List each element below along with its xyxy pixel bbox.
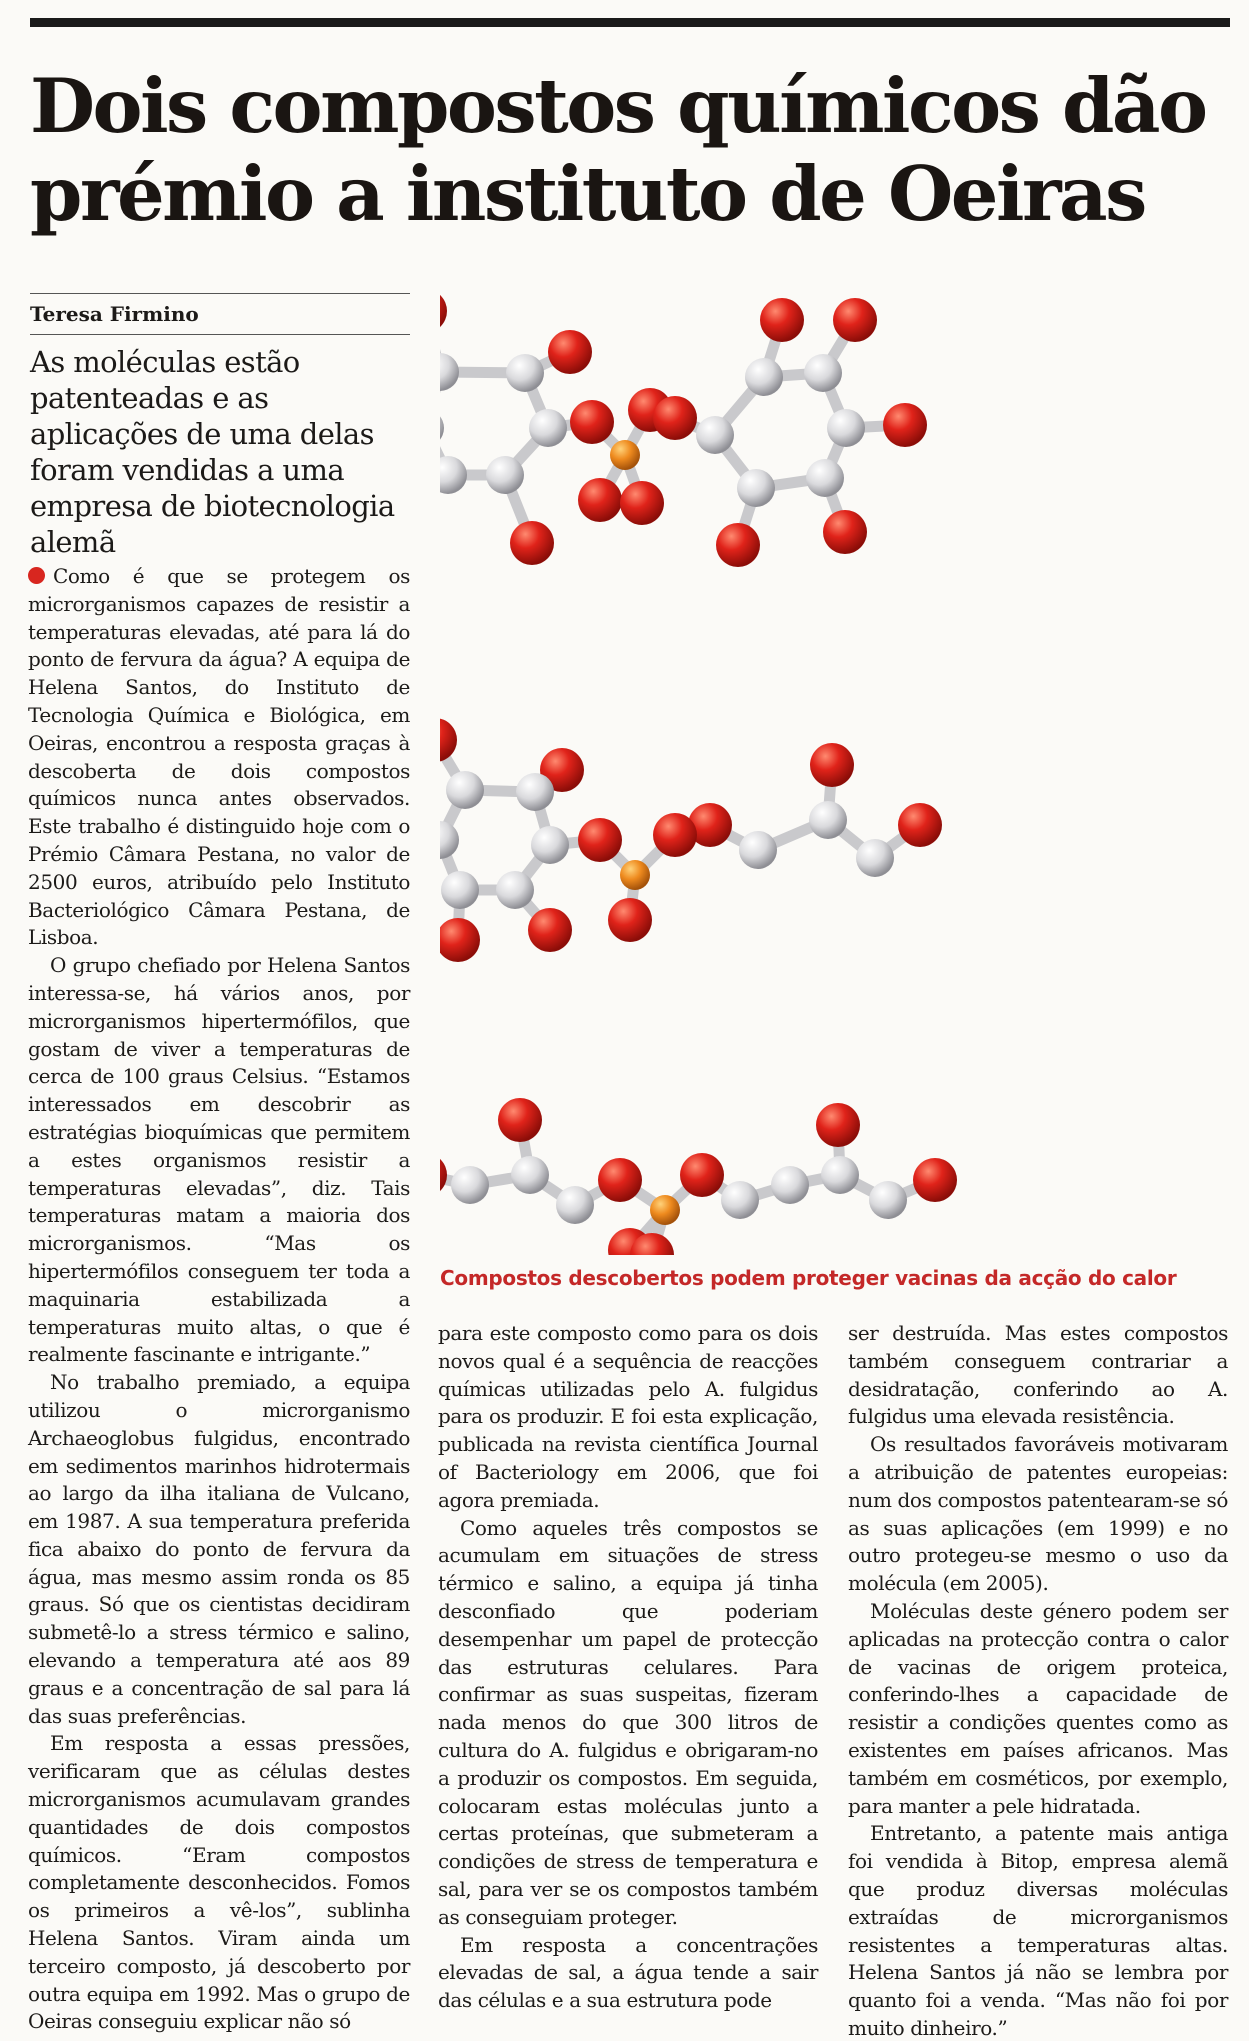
paragraph: para este composto como para os dois novos qual é a sequência de reacções químicas utilizadas pelo A. fulgidus para os produzir. E foi esta explicação, publicada na revista científica Journal of Bacteriology em 2006, que foi agora premiada.	[438, 1321, 818, 1512]
carbon-atom	[856, 839, 894, 877]
column-1	[28, 563, 410, 2036]
paragraph: Moléculas deste género podem ser aplicadas na protecção contra o calor de vacinas de origem proteica, conferindo-lhes a capacidade de resistir a condições quentes como as existentes em países africanos. Mas também em cosméticos, por exemplo, para manter a pele hidratada.	[848, 1598, 1228, 1818]
oxygen-atom	[816, 1103, 860, 1147]
oxygen-atom	[598, 1158, 642, 1202]
oxygen-atom	[810, 743, 854, 787]
oxygen-atom	[913, 1158, 957, 1202]
paragraph: Os resultados favoráveis motivaram a atribuição de patentes europeias: num dos compostos patentearam-se só as suas aplicações (em 1999) e no outro protegeu-se mesmo o uso da molécula (em 2005).	[848, 1432, 1228, 1596]
carbon-atom	[441, 871, 479, 909]
molecule-1	[440, 289, 927, 567]
carbon-atom	[506, 354, 544, 392]
carbon-atom	[827, 409, 865, 447]
headline	[30, 62, 1210, 238]
carbon-atom	[529, 409, 567, 447]
carbon-atom	[821, 1156, 859, 1194]
author-rule-top	[30, 293, 410, 294]
carbon-atom	[496, 871, 534, 909]
oxygen-atom	[760, 298, 804, 342]
oxygen-atom	[440, 1153, 447, 1197]
carbon-atom	[531, 826, 569, 864]
carbon-atom	[446, 771, 484, 809]
oxygen-atom	[570, 400, 614, 444]
oxygen-atom	[578, 478, 622, 522]
headline-line-2: prémio a instituto de Oeiras	[30, 150, 1145, 238]
oxygen-atom	[498, 1098, 542, 1142]
oxygen-atom	[653, 813, 697, 857]
carbon-atom	[556, 1186, 594, 1224]
phosphorus-atom	[610, 440, 640, 470]
oxygen-atom	[440, 289, 447, 333]
oxygen-atom	[548, 330, 592, 374]
byline: Teresa Firmino	[30, 302, 199, 326]
carbon-atom	[771, 1166, 809, 1204]
molecule-2	[440, 718, 942, 962]
figure-caption: Compostos descobertos podem proteger vacinas da acção do calor	[440, 1266, 1177, 1290]
phosphorus-atom	[650, 1195, 680, 1225]
oxygen-atom	[898, 803, 942, 847]
carbon-atom	[440, 821, 459, 859]
headline-line-1: Dois compostos químicos dão	[30, 62, 1206, 150]
phosphorus-atom	[620, 860, 650, 890]
carbon-atom	[440, 353, 459, 391]
paragraph: Como aqueles três compostos se acumulam em situações de stress térmico e salino, a equipa já tinha desconfiado que poderiam desempenhar um papel de protecção das estruturas celulares. Para confirmar as suas suspeitas, fizeram nada menos do que 300 litros de cultura do A. fulgidus e obrigaram-no a produzir os compostos. Em seguida, colocaram estas moléculas junto a certas proteínas, que submeteram a condições de stress de temperatura e sal, para ver se os compostos também as conseguiam proteger.	[438, 1515, 818, 1929]
carbon-atom	[809, 801, 847, 839]
oxygen-atom	[620, 481, 664, 525]
carbon-atom	[440, 409, 444, 447]
author-rule-bottom	[30, 334, 410, 335]
carbon-atom	[737, 469, 775, 507]
oxygen-atom	[833, 298, 877, 342]
bullet-dot	[28, 567, 45, 584]
oxygen-atom	[680, 1153, 724, 1197]
carbon-atom	[804, 354, 842, 392]
oxygen-atom	[823, 510, 867, 554]
carbon-atom	[440, 456, 467, 494]
oxygen-atom	[440, 718, 457, 762]
molecule-3	[440, 1098, 957, 1255]
oxygen-atom	[608, 898, 652, 942]
lead-paragraph: As moléculas estão patenteadas e as aplicações de uma delas foram vendidas a uma empresa de biotecnologia alemã	[30, 345, 395, 559]
column-3	[848, 1320, 1228, 2041]
carbon-atom	[451, 1166, 489, 1204]
carbon-atom	[486, 456, 524, 494]
oxygen-atom	[578, 818, 622, 862]
paragraph: No trabalho premiado, a equipa utilizou o microrganismo Archaeoglobus fulgidus, encontrado em sedimentos marinhos hidrotermais ao largo da ilha italiana de Vulcano, em 1987. A sua temperatura preferida fica abaixo do ponto de fervura da água, mas mesmo assim ronda os 85 graus. Só que os cientistas decidiram submetê-lo a stress térmico e salino, elevando a temperatura até aos 89 graus e a concentração de sal para lá das suas preferências.	[28, 1370, 410, 1728]
oxygen-atom	[716, 523, 760, 567]
paragraph: Entretanto, a patente mais antiga foi vendida à Bitop, empresa alemã que produz diversas moléculas extraídas de microrganismos resistentes a temperaturas altas. Helena Santos já não se lembra por quanto foi a venda. “Mas não foi por muito dinheiro.”	[848, 1821, 1228, 2040]
paragraph: Em resposta a concentrações elevadas de sal, a água tende a sair das células e a sua estrutura pode	[438, 1932, 818, 2013]
carbon-atom	[696, 416, 734, 454]
paragraph: ser destruída. Mas estes compostos também conseguem contrariar a desidratação, conferindo ao A. fulgidus uma elevada resistência.	[848, 1321, 1228, 1429]
top-rule	[30, 18, 1230, 27]
column-2	[438, 1320, 818, 2015]
carbon-atom	[721, 1181, 759, 1219]
oxygen-atom	[440, 918, 480, 962]
carbon-atom	[739, 831, 777, 869]
carbon-atom	[516, 773, 554, 811]
carbon-atom	[745, 358, 783, 396]
paragraph: Em resposta a essas pressões, verificaram que as células destes microrganismos acumulavam grandes quantidades de dois compostos químicos. “Eram compostos completamente desconhecidos. Fomos os primeiros a vê-los”, sublinha Helena Santos. Viram ainda um terceiro composto, já descoberto por outra equipa em 1992. Mas o grupo de Oeiras conseguiu explicar não só	[28, 1731, 410, 2034]
paragraph: O grupo chefiado por Helena Santos interessa-se, há vários anos, por microrganismos hipertermófilos, que gostam de viver a temperaturas de cerca de 100 graus Celsius. “Estamos interessados em descobrir as estratégias bioquímicas que permitem a estes organismos resistir a temperaturas elevadas”, diz. Tais temperaturas matam a maioria dos microrganismos. “Mas os hipertermófilos conseguem ter toda a maquinaria estabilizada a temperaturas muito altas, o que é realmente fascinante e intrigante.”	[28, 953, 410, 1367]
oxygen-atom	[653, 396, 697, 440]
paragraph-text: Como é que se protegem os microrganismos capazes de resistir a temperaturas elevadas, até para lá do ponto de fervura da água? A equipa de Helena Santos, do Instituto de Tecnologia Química e Biológica, em Oeiras, encontrou a resposta graças à descoberta de dois compostos químicos nunca antes observados. Este trabalho é distinguido hoje com o Prémio Câmara Pestana, no valor de 2500 euros, atribuído pelo Instituto Bacteriológico Câmara Pestana, de Lisboa.	[28, 564, 410, 950]
molecule-illustration	[440, 285, 1240, 1255]
carbon-atom	[511, 1156, 549, 1194]
oxygen-atom	[510, 521, 554, 565]
carbon-atom	[806, 459, 844, 497]
paragraph	[28, 563, 410, 952]
oxygen-atom	[883, 403, 927, 447]
carbon-atom	[869, 1181, 907, 1219]
oxygen-atom	[528, 908, 572, 952]
